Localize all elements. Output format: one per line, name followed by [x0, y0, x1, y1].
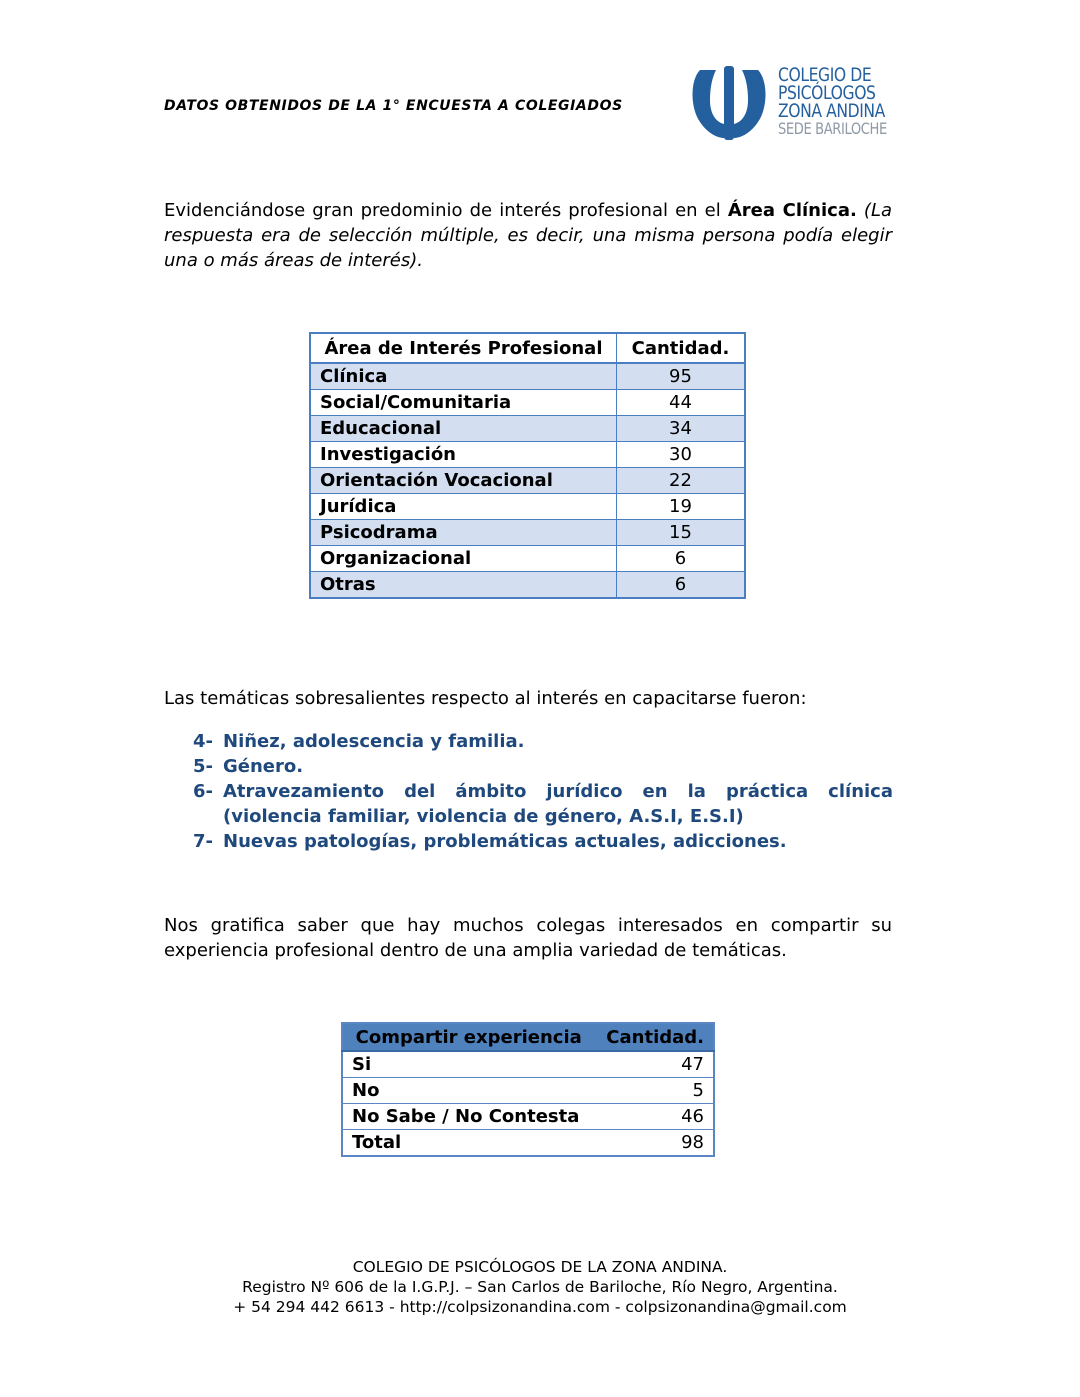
topics-intro: Las temáticas sobresalientes respecto al interés en capacitarse fueron:: [164, 688, 807, 709]
list-item: [193, 829, 893, 854]
list-text: Nuevas patologías, problemáticas actuales, adicciones.: [223, 831, 787, 852]
header-title: DATOS OBTENIDOS DE LA 1° ENCUESTA A COLEGIADOS: [164, 98, 623, 114]
intro-paragraph: [164, 198, 892, 273]
table-cell: No Sabe / No Contesta: [342, 1104, 594, 1130]
logo-line-4: SEDE BARILOCHE: [778, 119, 887, 138]
table-cell: No: [342, 1078, 594, 1104]
interest-table: [309, 332, 746, 599]
table-row: [310, 520, 745, 546]
share-paragraph: Nos gratifica saber que hay muchos colegas interesados en compartir su experiencia profesional dentro de una amplia variedad de temáticas.: [164, 915, 892, 961]
table-row: [342, 1078, 714, 1104]
table-cell: 44: [617, 390, 746, 416]
intro-bold: Área Clínica.: [727, 200, 857, 221]
table-row: [342, 1051, 714, 1078]
logo: [688, 64, 898, 144]
table-cell: Educacional: [310, 416, 617, 442]
table-cell: 15: [617, 520, 746, 546]
table-row: [310, 442, 745, 468]
table-row: [342, 1130, 714, 1157]
list-number: 6-: [193, 781, 213, 802]
table-cell: Si: [342, 1051, 594, 1078]
logo-line-3: ZONA ANDINA: [778, 100, 885, 122]
table-cell: Social/Comunitaria: [310, 390, 617, 416]
table-header-row: [342, 1023, 714, 1051]
psi-logo-icon: [688, 64, 770, 144]
table-cell: 6: [617, 546, 746, 572]
table-row: [310, 390, 745, 416]
table-row: [310, 468, 745, 494]
table-row: [342, 1104, 714, 1130]
table-cell: 19: [617, 494, 746, 520]
table-cell: 5: [594, 1078, 714, 1104]
intro-italic: (La respuesta era de selección múltiple, es decir, una misma persona podía elegir una o más áreas de interés).: [164, 200, 893, 271]
footer-line-1: COLEGIO DE PSICÓLOGOS DE LA ZONA ANDINA.: [352, 1258, 728, 1276]
table-row: [310, 494, 745, 520]
list-item: [193, 754, 893, 779]
list-number: 7-: [193, 831, 213, 852]
list-text: Niñez, adolescencia y familia.: [223, 731, 525, 752]
table-row: [310, 546, 745, 572]
list-item: [193, 729, 893, 754]
table-cell: Investigación: [310, 442, 617, 468]
table-cell: 22: [617, 468, 746, 494]
logo-line-2: PSICÓLOGOS: [778, 82, 876, 104]
table-header: Cantidad.: [617, 333, 746, 363]
footer-line-3: + 54 294 442 6613 - http://colpsizonandina.com - colpsizonandina@gmail.com: [233, 1298, 847, 1316]
table-cell: 6: [617, 572, 746, 599]
list-item: [193, 779, 893, 829]
footer: [0, 1257, 1080, 1317]
table-cell: 47: [594, 1051, 714, 1078]
footer-line-2: Registro Nº 606 de la I.G.P.J. – San Carlos de Bariloche, Río Negro, Argentina.: [242, 1278, 838, 1296]
table-header: Área de Interés Profesional: [310, 333, 617, 363]
table-cell: 34: [617, 416, 746, 442]
logo-line-1: COLEGIO DE: [778, 64, 872, 86]
table-header-row: [310, 333, 745, 363]
table-cell: Jurídica: [310, 494, 617, 520]
intro-text: Evidenciándose gran predominio de interés profesional en el: [164, 200, 728, 221]
table-cell: Orientación Vocacional: [310, 468, 617, 494]
table-row: [310, 416, 745, 442]
table-header: Compartir experiencia: [342, 1023, 594, 1051]
share-table: [341, 1022, 715, 1157]
table-cell: 30: [617, 442, 746, 468]
table-cell: Clínica: [310, 363, 617, 390]
table-cell: Organizacional: [310, 546, 617, 572]
table-cell: Total: [342, 1130, 594, 1157]
table-cell: 98: [594, 1130, 714, 1157]
table-row: [310, 572, 745, 599]
table-cell: 95: [617, 363, 746, 390]
list-text: Atravezamiento del ámbito jurídico en la práctica clínica (violencia familiar, violencia de género, A.S.I, E.S.I): [223, 781, 893, 827]
list-text: Género.: [223, 756, 304, 777]
table-cell: 46: [594, 1104, 714, 1130]
topics-list: [193, 729, 893, 854]
list-number: 4-: [193, 731, 213, 752]
table-row: [310, 363, 745, 390]
table-cell: Otras: [310, 572, 617, 599]
table-header: Cantidad.: [594, 1023, 714, 1051]
list-number: 5-: [193, 756, 213, 777]
table-cell: Psicodrama: [310, 520, 617, 546]
